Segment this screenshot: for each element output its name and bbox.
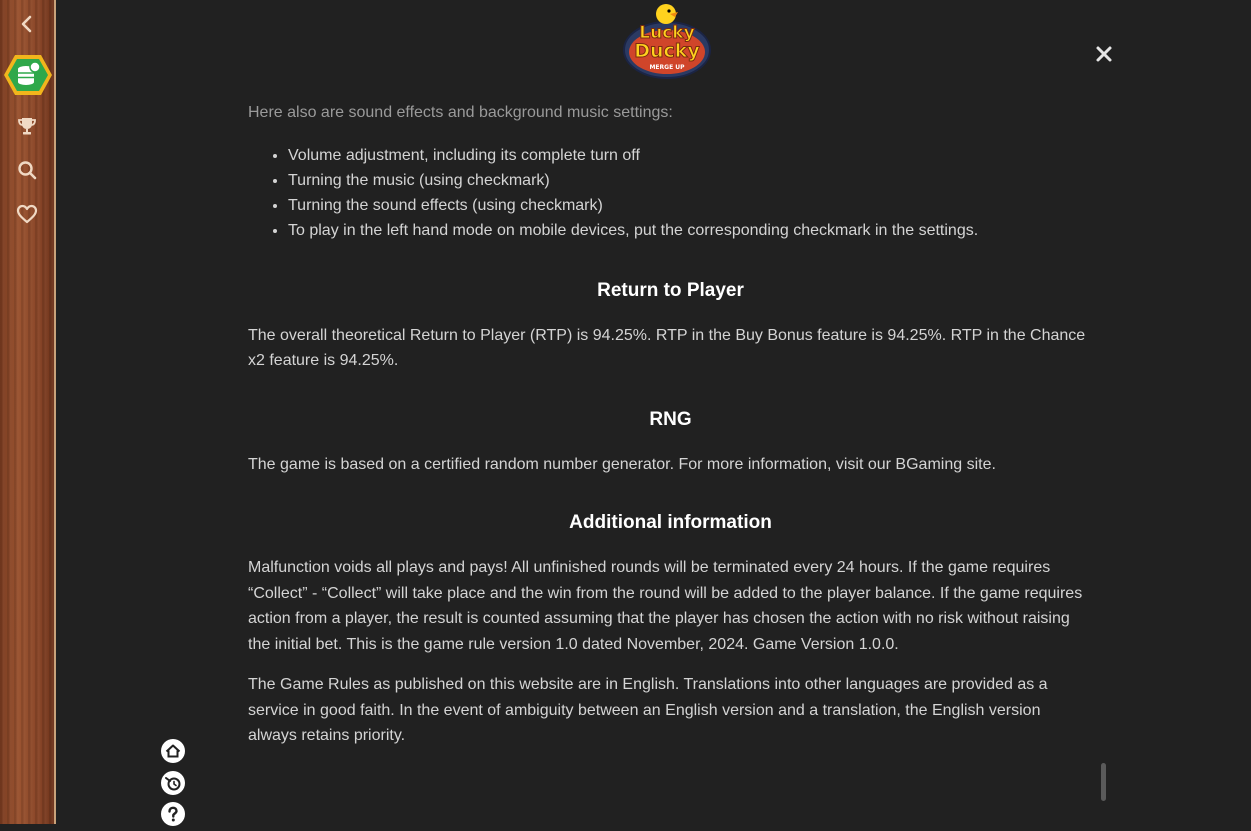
close-icon (1092, 42, 1116, 66)
rng-text: The game is based on a certified random number generator. For more information, visit our BGaming site. (248, 455, 996, 473)
close-button[interactable] (1092, 42, 1116, 66)
bet-history-icon (161, 771, 185, 795)
additional-text-1: Malfunction voids all plays and pays! All unfinished rounds will be terminated every 24 hours. If the game requires “Collect” - “Collect” will take place and the win from the round will be added to the player balance. If the game requires action from a player, the result is counted assuming that the player has chosen the action with no risk without raising the initial bet. This is the game rule version 1.0 dated November, 2024. Game Version 1.0.0. (248, 559, 1083, 653)
additional-text-2: The Game Rules as published on this website are in English. Translations into other languages are provided as a service in good faith. In the event of ambiguity between an English version and a translation, the English version always retains priority. (248, 676, 1048, 744)
rtp-heading: Return to Player (597, 279, 744, 301)
chevron-left-icon (20, 15, 34, 33)
favorites-button[interactable] (0, 202, 54, 226)
home-icon (161, 739, 185, 763)
tournaments-button[interactable] (0, 114, 54, 138)
home-button[interactable] (161, 739, 185, 763)
sidebar (0, 0, 56, 824)
search-icon (17, 160, 37, 180)
back-button[interactable] (0, 12, 54, 36)
logo-line1: Lucky (639, 23, 695, 43)
settings-list (248, 143, 1093, 243)
list-item: • To play in the left hand mode on mobile devices, put the corresponding checkmark in the settings. (288, 218, 1093, 243)
search-button[interactable] (0, 158, 54, 182)
additional-heading: Additional information (569, 512, 772, 533)
rules-content (248, 98, 1093, 749)
scrollbar[interactable] (1101, 763, 1106, 801)
rng-heading: RNG (649, 408, 692, 430)
help-button[interactable] (161, 802, 185, 826)
game-logo (618, 0, 716, 82)
list-item: • Turning the sound effects (using checkmark) (288, 193, 1093, 218)
games-menu-button[interactable] (2, 53, 54, 97)
logo-line2: Ducky (634, 40, 700, 62)
help-icon (161, 802, 185, 826)
heart-icon (16, 204, 38, 224)
settings-intro: Here also are sound effects and background music settings: (248, 104, 673, 121)
bet-history-button[interactable] (161, 771, 185, 795)
list-item: • Volume adjustment, including its complete turn off (288, 143, 1093, 168)
rtp-text: The overall theoretical Return to Player (RTP) is 94.25%. RTP in the Buy Bonus feature is 94.25%. RTP in the Chance x2 feature is 94.25%. (248, 326, 1086, 369)
coins-icon (2, 53, 54, 97)
trophy-icon (17, 116, 37, 136)
logo-line3: MERGE UP (649, 64, 685, 71)
list-item: • Turning the music (using checkmark) (288, 168, 1093, 193)
